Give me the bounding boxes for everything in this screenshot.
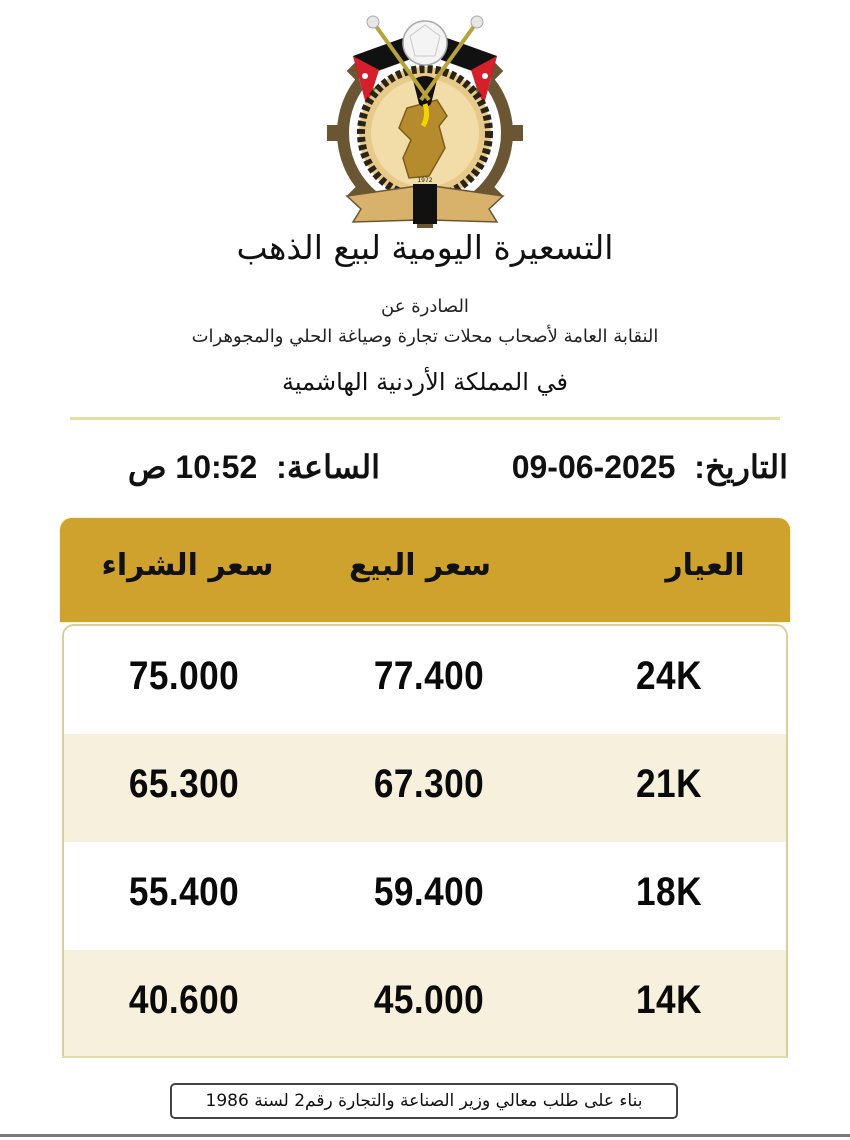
footnote-box: بناء على طلب معالي وزير الصناعة والتجارة رقم2 لسنة 1986 — [170, 1083, 678, 1119]
union-logo-icon — [325, 8, 525, 230]
table-row — [64, 626, 786, 734]
time-value: 10:52 — [175, 449, 258, 485]
buy-price-cell: 75.000 — [128, 654, 240, 698]
sell-price-cell: 59.400 — [373, 870, 485, 914]
date-value: 09-06-2025 — [511, 449, 676, 485]
date-block — [512, 448, 788, 492]
price-table-header — [60, 518, 790, 622]
karat-cell: 14K — [636, 978, 702, 1022]
column-header-karat: العيار — [665, 548, 745, 583]
karat-cell: 18K — [636, 870, 702, 914]
buy-price-cell: 65.300 — [128, 762, 240, 806]
page-title: التسعيرة اليومية لبيع الذهب — [236, 228, 614, 267]
diamond-icon — [403, 21, 447, 65]
header-divider — [70, 417, 780, 420]
kingdom-label: في المملكة الأردنية الهاشمية — [281, 368, 569, 396]
table-bottom-border — [62, 1056, 788, 1058]
sell-price-cell: 77.400 — [373, 654, 485, 698]
column-header-sell-price: سعر البيع — [348, 548, 492, 583]
date-label: التاريخ: — [694, 449, 788, 485]
issued-by-label: الصادرة عن — [381, 296, 469, 317]
column-header-buy-price: سعر الشراء — [101, 548, 274, 583]
table-row — [64, 734, 786, 842]
union-name: النقابة العامة لأصحاب محلات تجارة وصياغة الحلي والمجوهرات — [191, 326, 659, 347]
sell-price-cell: 45.000 — [373, 978, 485, 1022]
time-block — [128, 448, 380, 492]
svg-text:1972: 1972 — [417, 177, 433, 184]
table-row — [64, 950, 786, 1058]
buy-price-cell: 40.600 — [128, 978, 240, 1022]
table-row — [64, 842, 786, 950]
time-label: الساعة: — [276, 449, 380, 485]
page-bottom-rule — [0, 1134, 850, 1137]
buy-price-cell: 55.400 — [128, 870, 240, 914]
sell-price-cell: 67.300 — [373, 762, 485, 806]
karat-cell: 24K — [636, 654, 702, 698]
price-table-body — [62, 624, 788, 1058]
time-period: ص — [127, 449, 167, 485]
karat-cell: 21K — [636, 762, 702, 806]
